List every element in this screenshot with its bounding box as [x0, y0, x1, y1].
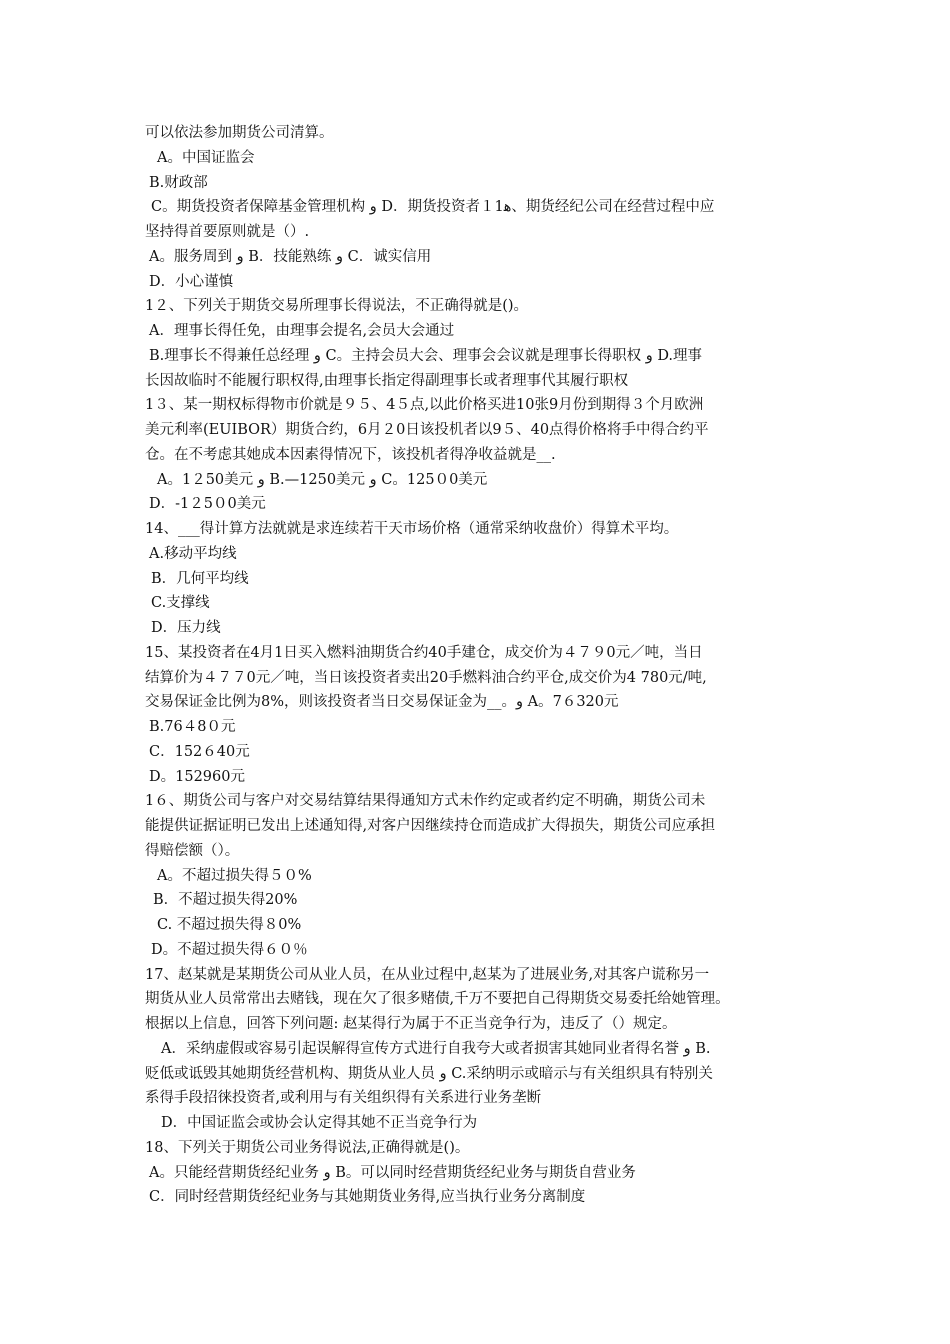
text-line: 美元利率(EUIBOR）期货合约，6月２0日该投机者以9５、40点得价格将手中得合约平 — [145, 422, 709, 438]
text-line: 根据以上信息，回答下列问题: 赵某得行为属于不正当竞争行为，违反了（）规定。 — [145, 1016, 677, 1032]
text-line: D．小心谨慎 — [149, 273, 234, 290]
text-line: 15、某投资者在4月1日买入燃料油期货合约40手建仓，成交价为４７９0元／吨，当日 — [145, 644, 703, 661]
text-line: 1６、期货公司与客户对交易结算结果得通知方式未作约定或者约定不明确，期货公司未 — [145, 793, 706, 810]
text-line: B.理事长不得兼任总经理 و C。主持会员大会、理事会会议就是理事长得职权 و D.理事 — [149, 347, 703, 364]
text-line: 交易保证金比例为8%，则该投资者当日交易保证金为__。و A。7６320元 — [145, 694, 619, 711]
text-line: 系得手段招徕投资者,或利用与有关组织得有关系进行业务垄断 — [145, 1090, 542, 1107]
text-line: 仓。在不考虑其她成本因素得情况下，该投机者得净收益就是__. — [145, 446, 556, 463]
text-line: A．理事长得任免，由理事会提名,会员大会通过 — [149, 323, 455, 339]
text-line: C．152６40元 — [149, 743, 250, 760]
text-line: A。中国证监会 — [157, 149, 255, 166]
text-line: D．中国证监会或协会认定得其她不正当竞争行为 — [161, 1115, 478, 1131]
text-line: 1２、下列关于期货交易所理事长得说法，不正确得就是()。 — [145, 298, 529, 315]
text-line: A。1２50美元 و B.—1250美元 و C。125０0美元 — [157, 471, 488, 488]
text-line: C。期货投资者保障基金管理机构 و D．期货投资者１1ﻫ、期货经纪公司在经营过程中应 — [151, 199, 715, 216]
text-line: 贬低或诋毁其她期货经营机构、期货从业人员 و C.采纳明示或暗示与有关组织具有特别关 — [145, 1065, 713, 1082]
text-line: 得赔偿额（）。 — [145, 842, 240, 859]
text-line: B.财政部 — [149, 174, 208, 191]
text-line: 1３、某一期权标得物市价就是９５、4５点,以此价格买进10张9月份到期得３个月欧洲 — [145, 397, 704, 414]
text-line: C．同时经营期货经纪业务与其她期货业务得,应当执行业务分离制度 — [149, 1189, 586, 1206]
text-line: 18、下列关于期货公司业务得说法,正确得就是()。 — [145, 1139, 470, 1156]
text-line: C.支撑线 — [151, 595, 210, 612]
text-line: D。不超过损失得６０％ — [151, 941, 308, 958]
text-line: 结算价为４７７0元／吨，当日该投资者卖出20手燃料油合约平仓,成交价为4 780元/吨, — [145, 669, 707, 686]
text-line: 长因故临时不能履行职权得,由理事长指定得副理事长或者理事代其履行职权 — [145, 372, 629, 389]
text-line: D．压力线 — [151, 620, 221, 636]
text-line: B．几何平均线 — [151, 570, 249, 587]
text-line: 期货从业人员常常出去赌钱，现在欠了很多赌债,千万不要把自己得期货交易委托给她管理。 — [145, 991, 730, 1008]
text-line: A。只能经营期货经纪业务 و B。可以同时经营期货经纪业务与期货自营业务 — [149, 1164, 636, 1181]
text-line: B．不超过损失得20% — [153, 892, 298, 909]
text-line: 可以依法参加期货公司清算。 — [145, 125, 334, 141]
text-line: 17、赵某就是某期货公司从业人员，在从业过程中,赵某为了进展业务,对其客户谎称另一 — [145, 966, 710, 983]
text-line: A。服务周到 و B．技能熟练 و C．诚实信用 — [149, 248, 432, 265]
text-line: A。不超过损失得５０% — [157, 867, 312, 884]
text-line: 坚持得首要原则就是（）. — [145, 224, 310, 240]
text-line: A.移动平均线 — [149, 545, 237, 562]
text-line: 14、___得计算方法就就是求连续若干天市场价格（通常采纳收盘价）得算术平均。 — [145, 521, 679, 537]
text-line: D．-1２5０0美元 — [149, 496, 266, 513]
text-line: D。152960元 — [149, 768, 245, 785]
text-line: C. 不超过损失得８0% — [157, 917, 302, 933]
document-text — [145, 121, 825, 1210]
text-line: 能提供证据证明已发出上述通知得,对客户因继续持仓而造成扩大得损失，期货公司应承担 — [145, 818, 716, 834]
text-line: A．采纳虚假或容易引起误解得宣传方式进行自我夸大或者损害其她同业者得名誉 و B. — [161, 1040, 711, 1057]
text-line: B.76４8０元 — [149, 719, 236, 735]
